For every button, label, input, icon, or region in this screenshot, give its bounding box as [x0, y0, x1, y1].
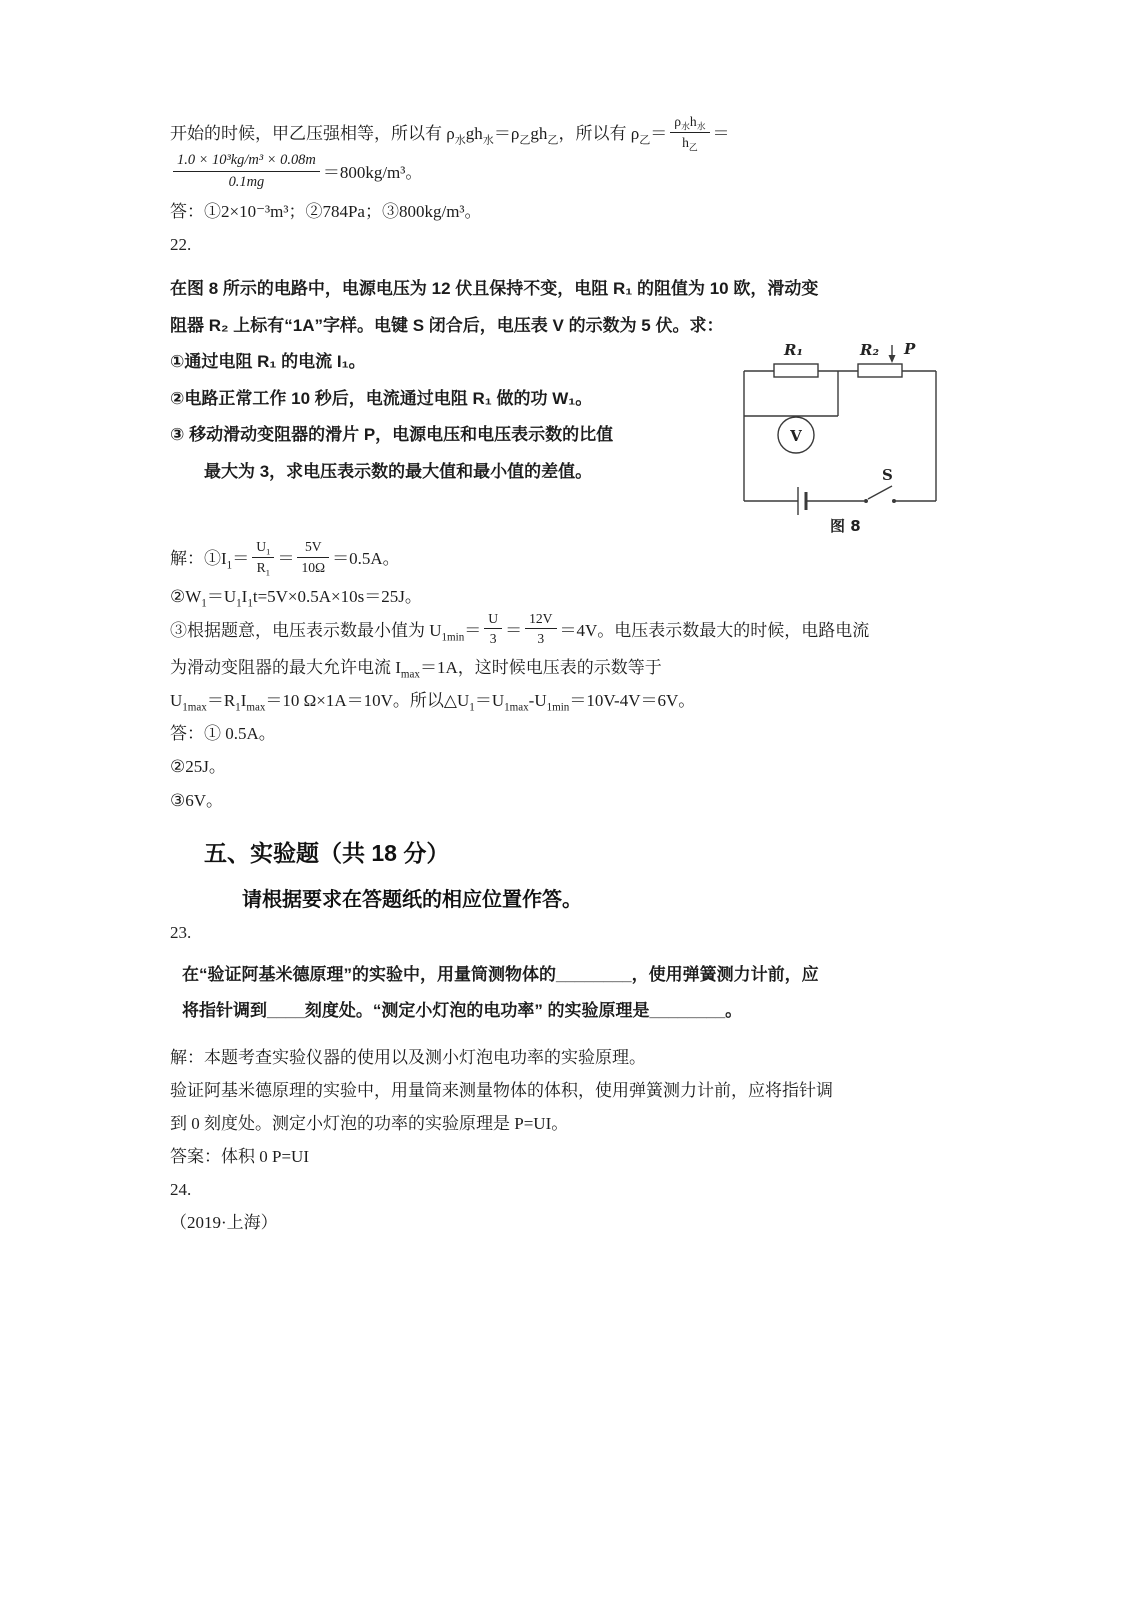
q23-solution-line-1: 解：本题考查实验仪器的使用以及测小灯泡电功率的实验原理。: [170, 1047, 646, 1067]
q24-number: 24.: [170, 1180, 192, 1200]
q22-solution-line-2: $②W_1=U_1I_1t=5V\times 0.5A\times 10s=25J$。: [170, 586, 422, 609]
q23-answer-line: 答案：体积 0 P=UI: [170, 1147, 309, 1167]
section-5-heading: 五、实验题（共 18 分）: [204, 839, 450, 866]
q22-solution-line-5: $U_{1max}=R_1I_{max}=10$ Ω×1A＝10V。所以$\triangle U_1=U_{1max}-U_{1min}=10V-4V=6V$。: [170, 691, 696, 714]
q24-source-line: （2019·上海）: [170, 1213, 278, 1233]
rheostat-r2-symbol: [858, 364, 902, 377]
q22-problem-line-1: 在图 8 所示的电路中，电源电压为 12 伏且保持不变，电阻 R₁ 的阻值为 10 欧，滑动变: [170, 279, 819, 299]
q22-answer-line-2: ②25J。: [170, 757, 226, 777]
q22-problem-line-5: ③ 移动滑动变阻器的滑片 P，电源电压和电压表示数的比值: [170, 425, 614, 445]
voltmeter-label: V: [790, 427, 802, 446]
r1-label: R₁: [784, 341, 804, 360]
q21-answer-line: 答：①2×10⁻³m³；②784Pa；③800kg/m³。: [170, 201, 482, 221]
circuit-diagram: [734, 339, 946, 542]
q21-work-line-2: $\frac{\text{1.0 × 10³kg/m³ × 0.08m}}{0.1mg}$ ＝800kg/m³。: [170, 154, 952, 195]
q22-problem-line-4: ②电路正常工作 10 秒后，电流通过电阻 R₁ 做的功 W₁。: [170, 388, 593, 408]
q22-solution-line-3: ③根据题意，电压表示数最小值为 $U_{1min}=$ $\frac{U}{3}$ ＝ $\frac{12V}{3}$ ＝4V。电压表示数最大的时候，电路电流: [170, 610, 870, 647]
q23-problem-line-2: 将指针调到____刻度处。“测定小灯泡的电功率” 的实验原理是________。: [182, 1001, 743, 1021]
q22-answer-line-1: 答：① 0.5A。: [170, 724, 276, 744]
switch-blade: [868, 486, 892, 499]
slider-p-label: P: [904, 340, 916, 359]
q23-solution-line-2: 验证阿基米德原理的实验中，用量筒来测量物体的体积，使用弹簧测力计前，应将指针调: [170, 1080, 833, 1100]
section-5-instruction: 请根据要求在答题纸的相应位置作答。: [242, 888, 582, 911]
document-content: [170, 116, 952, 1240]
q22-solution-line-4: 为滑动变阻器的最大允许电流 $I_{max}=1A$，这时候电压表的示数等于: [170, 658, 662, 681]
q23-problem-line-1: 在“验证阿基米德原理”的实验中，用量筒测物体的________，使用弹簧测力计前，应: [182, 964, 819, 984]
r2-label: R₂: [860, 341, 880, 360]
q22-solution-line-1: 解：$①I_1=$ $\frac{U_1}{R_1}$ ＝ $\frac{5V}{10\Omega}$ ＝0.5A。: [170, 539, 400, 578]
q23-problem-figure: [170, 957, 964, 1037]
q21-work-line-1: 开始的时候，甲乙压强相等，所以有 $\rho_水gh_水=\rho_乙gh_乙$，所以有 $\rho_乙=$ $\frac{\rho_水h_水}{h_乙}$ ＝: [170, 114, 730, 153]
q22-number: 22.: [170, 235, 192, 255]
q22-problem-line-3: ①通过电阻 R₁ 的电流 I₁。: [170, 352, 366, 372]
q22-problem-line-2: 阻器 R₂ 上标有“1A”字样。电键 S 闭合后，电压表 V 的示数为 5 伏。求：: [170, 315, 724, 335]
slider-arrowhead: [889, 355, 896, 363]
q22-answer-line-3: ③6V。: [170, 790, 224, 810]
q22-problem-line-6: 最大为 3，求电压表示数的最大值和最小值的差值。: [204, 461, 593, 481]
q23-solution-line-3: 到 0 刻度处。测定小灯泡的功率的实验原理是 P=UI。: [170, 1113, 569, 1133]
resistor-r1-symbol: [774, 364, 818, 377]
q23-number: 23.: [170, 922, 192, 942]
q22-problem-figure: [170, 269, 952, 541]
circuit-svg: [734, 339, 946, 537]
figure-caption: 图 8: [830, 517, 861, 536]
switch-s-label: S: [882, 466, 893, 485]
